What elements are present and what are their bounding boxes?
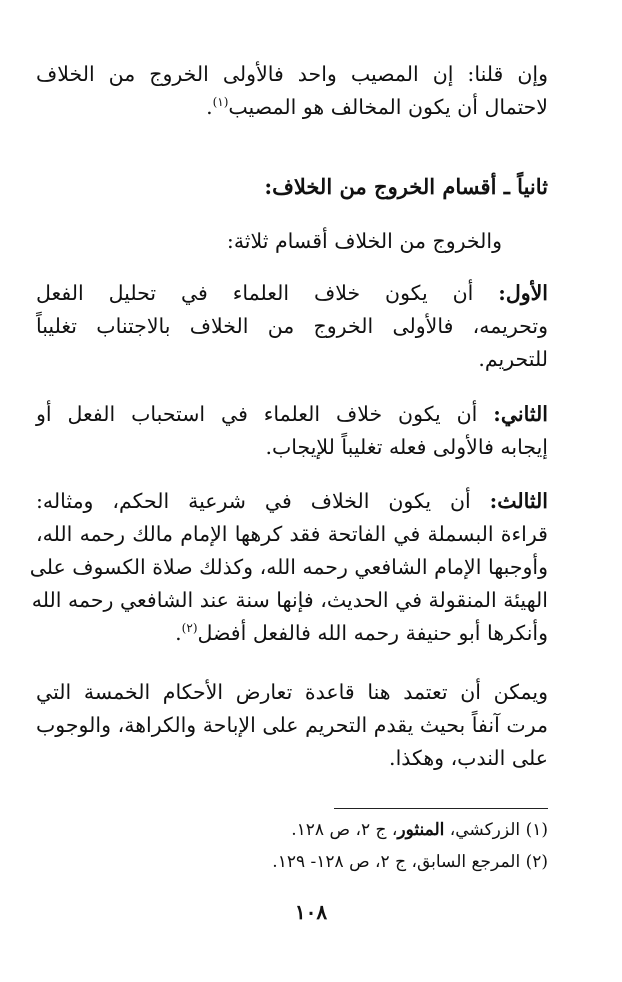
section-heading [36,170,548,203]
footnote-text: ، ج ٢، ص ١٢٨. [291,820,398,840]
text-span: لاحتمال أن يكون المخالف هو المصيب [228,95,548,119]
text-span: أن يكون خلاف العلماء في تحليل الفعل [36,281,474,305]
footnote-2 [36,850,548,874]
text-line: للتحريم. [478,347,548,371]
footnote-1 [36,818,548,842]
footnote-ref: (٢) [181,621,198,636]
footnote-number: (١) [525,820,548,840]
text-line [36,617,548,650]
paragraph-intro [36,225,548,258]
page-number: ١٠٨ [294,900,328,924]
text-line: قراءة البسملة في الفاتحة فقد كرهها الإمام مالك رحمه الله، [36,522,548,546]
text-span: . [175,621,182,645]
text-line: والخروج من الخلاف أقسام ثلاثة: [226,229,502,253]
text-line: الهيئة المنقولة في الحديث، فإنها سنة عند الشافعي رحمه الله [31,588,548,612]
text-span: أن يكون خلاف العلماء في استحباب الفعل أو [36,402,478,426]
text-line: مرت آنفاً بحيث يقدم التحريم على الإباحة والكراهة، والوجوب [36,713,548,737]
text-span: أن يكون الخلاف في شرعية الحكم، ومثاله: [36,489,471,513]
text-line [36,398,548,431]
text-line: وأوجبها الإمام الشافعي رحمه الله، وكذلك صلاة الكسوف على [29,555,548,579]
paragraph-opening [36,58,548,124]
footnote-number: (٢) [525,852,548,872]
text-line: ويمكن أن تعتمد هنا قاعدة تعارض الأحكام الخمسة التي [36,680,548,704]
footnote-text: الزركشي، [449,820,521,840]
paragraph-third [29,485,548,650]
paragraph-closing [36,676,548,775]
text-line [36,91,548,124]
text-span: وأنكرها أبو حنيفة رحمه الله فالفعل أفضل [197,621,548,645]
paragraph-lead: الثاني: [493,402,548,426]
heading-text: ثانياً ـ أقسام الخروج من الخلاف: [264,174,548,199]
footnote-ref: (١) [212,95,229,110]
paragraph-lead: الثالث: [489,489,548,513]
text-line: وإن قلنا: إن المصيب واحد فالأولى الخروج من الخلاف [36,62,548,86]
footnote-text: المرجع السابق، ج ٢، ص ١٢٨- ١٢٩. [272,852,521,872]
paragraph-second [36,398,548,464]
text-line: وتحريمه، فالأولى الخروج من الخلاف بالاجتناب تغليباً [36,314,548,338]
text-span: . [206,95,213,119]
paragraph-lead: الأول: [498,281,548,305]
paragraph-first [36,277,548,376]
footnote-book-title: المنثور [397,820,445,840]
text-line [36,277,548,310]
text-line: على الندب، وهكذا. [389,746,548,770]
text-line [36,485,548,518]
footnote-separator [334,808,548,809]
text-line: إيجابه فالأولى فعله تغليباً للإيجاب. [265,435,548,459]
